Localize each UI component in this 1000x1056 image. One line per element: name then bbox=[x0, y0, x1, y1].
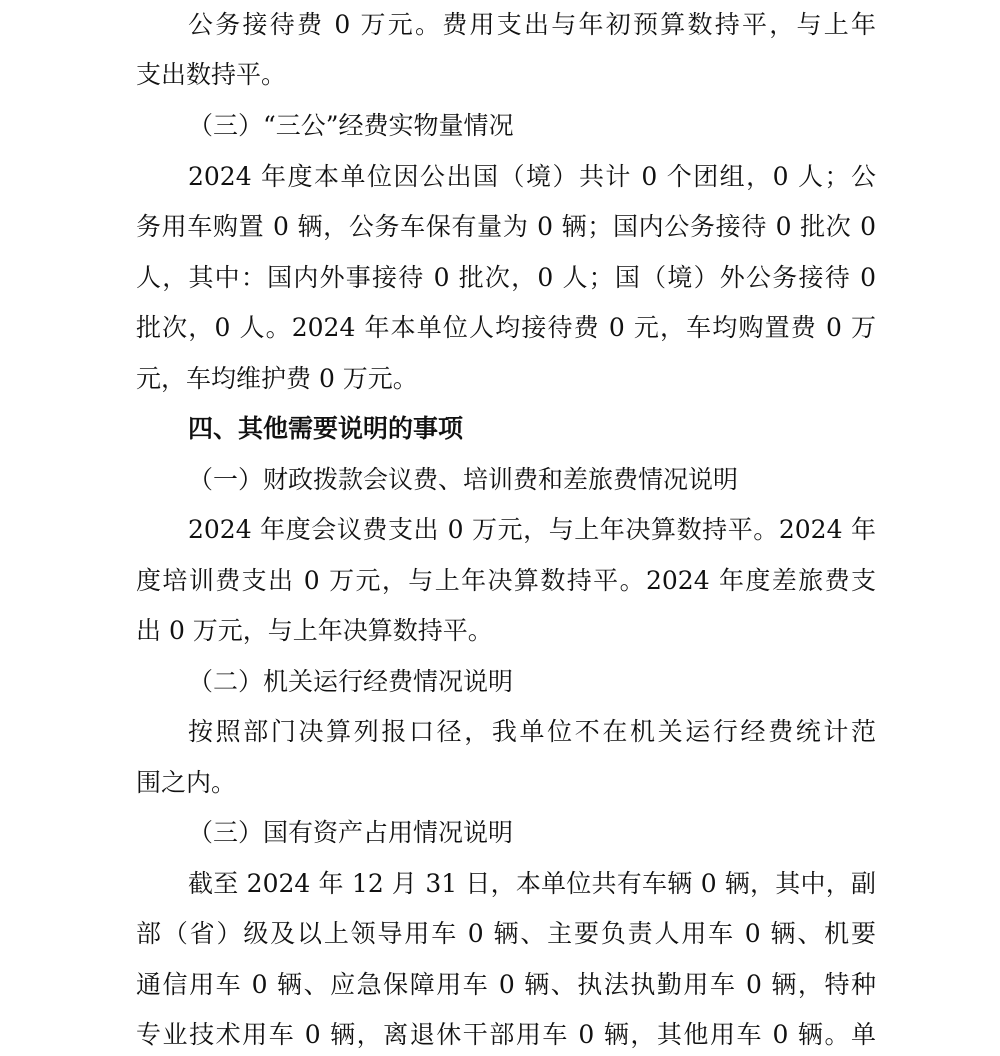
subheading-three-public-quantity: （三）“三公”经费实物量情况 bbox=[188, 111, 514, 140]
text-line-21: 专业技术用车 0 辆，离退休干部用车 0 辆，其他用车 0 辆。单 bbox=[136, 1020, 876, 1049]
text-line-13: 出 0 万元，与上年决算数持平。 bbox=[136, 616, 493, 645]
text-line-12: 度培训费支出 0 万元，与上年决算数持平。2024 年度差旅费支 bbox=[136, 566, 876, 595]
text-line-1: 公务接待费 0 万元。费用支出与年初预算数持平，与上年 bbox=[188, 10, 876, 39]
text-line-8: 元，车均维护费 0 万元。 bbox=[136, 364, 418, 393]
subheading-operating-expenses: （二）机关运行经费情况说明 bbox=[188, 667, 514, 696]
text-line-11: 2024 年度会议费支出 0 万元，与上年决算数持平。2024 年 bbox=[188, 515, 876, 544]
text-line-6: 人，其中：国内外事接待 0 批次，0 人；国（境）外公务接待 0 bbox=[136, 263, 876, 292]
text-line-16: 围之内。 bbox=[136, 768, 237, 797]
text-line-20: 通信用车 0 辆、应急保障用车 0 辆、执法执勤用车 0 辆，特种 bbox=[136, 970, 876, 999]
subheading-state-assets: （三）国有资产占用情况说明 bbox=[188, 818, 514, 847]
text-line-2: 支出数持平。 bbox=[136, 60, 287, 89]
section-heading-other-matters: 四、其他需要说明的事项 bbox=[188, 414, 464, 443]
text-line-5: 务用车购置 0 辆，公务车保有量为 0 辆；国内公务接待 0 批次 0 bbox=[136, 212, 876, 241]
text-line-18: 截至 2024 年 12 月 31 日，本单位共有车辆 0 辆，其中，副 bbox=[188, 869, 876, 898]
text-line-7: 批次，0 人。2024 年本单位人均接待费 0 元，车均购置费 0 万 bbox=[136, 313, 876, 342]
text-line-15: 按照部门决算列报口径，我单位不在机关运行经费统计范 bbox=[188, 717, 876, 746]
subheading-meeting-training-travel: （一）财政拨款会议费、培训费和差旅费情况说明 bbox=[188, 465, 739, 494]
text-line-19: 部（省）级及以上领导用车 0 辆、主要负责人用车 0 辆、机要 bbox=[136, 919, 876, 948]
text-line-4: 2024 年度本单位因公出国（境）共计 0 个团组，0 人；公 bbox=[188, 162, 876, 191]
